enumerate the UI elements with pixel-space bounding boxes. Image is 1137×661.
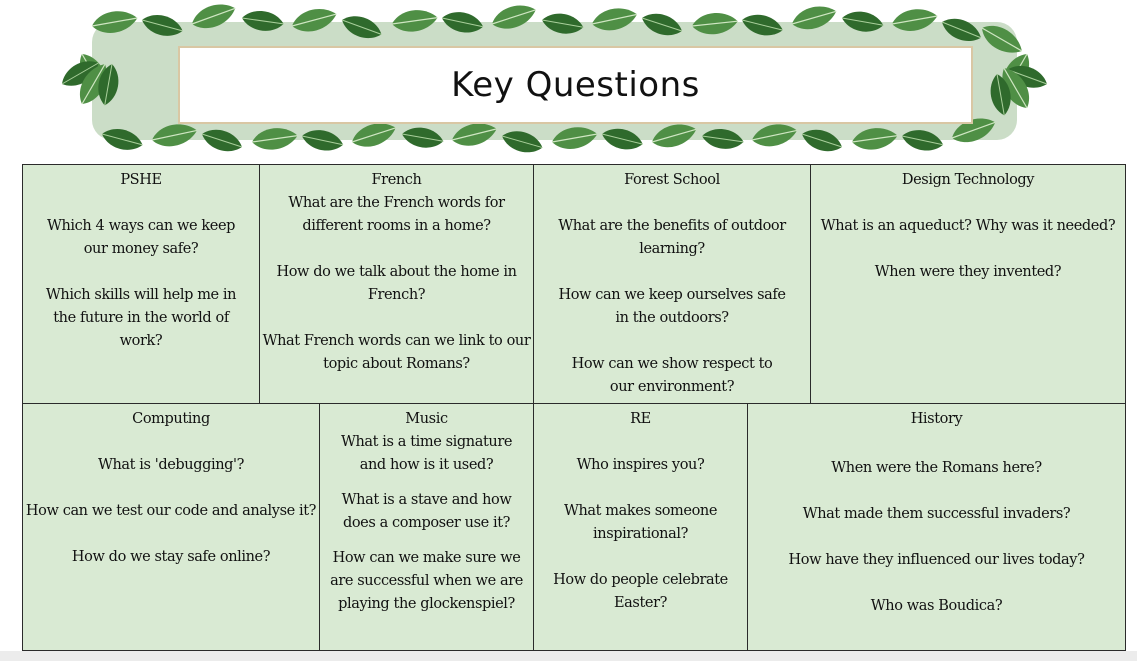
title-box [178, 46, 973, 124]
computing-cell [22, 403, 320, 651]
forest-school-question-2: How can we keep ourselves safe in the outdoors? [558, 287, 786, 326]
title-banner [52, 4, 1057, 158]
computing-question-2: How can we test our code and analyse it? [25, 503, 317, 519]
re-question-3: How do people celebrate Easter? [553, 572, 728, 611]
computing-heading: Computing [132, 411, 210, 427]
page-title: Key Questions [451, 65, 700, 105]
french-question-2: How do we talk about the home in French? [276, 264, 517, 303]
music-heading: Music [405, 411, 448, 427]
forest-school-cell [533, 164, 811, 404]
re-question-2: What makes someone inspirational? [563, 503, 718, 542]
forest-school-heading: Forest School [624, 172, 720, 188]
french-heading: French [371, 172, 422, 188]
french-cell [259, 164, 534, 404]
history-question-3: How have they influenced our lives today? [788, 552, 1085, 568]
history-cell [747, 403, 1126, 651]
design-technology-heading: Design Technology [901, 172, 1035, 188]
music-question-2: What is a stave and how does a composer use it? [341, 492, 512, 531]
re-heading: RE [630, 411, 651, 427]
pshe-question-2: Which skills will help me in the future in the world of work? [45, 287, 237, 349]
design-technology-cell [810, 164, 1126, 404]
music-question-1: What is a time signature and how is it used? [340, 434, 513, 473]
music-cell [319, 403, 534, 651]
history-question-4: Who was Boudica? [870, 598, 1003, 614]
history-question-2: What made them successful invaders? [802, 506, 1071, 522]
computing-question-1: What is 'debugging'? [97, 457, 245, 473]
pshe-heading: PSHE [120, 172, 162, 188]
design-technology-question-2: When were they invented? [874, 264, 1062, 280]
bottom-scrollbar-strip [0, 651, 1137, 661]
computing-question-3: How do we stay safe online? [71, 549, 271, 565]
history-heading: History [910, 411, 963, 427]
music-question-3: How can we make sure we are successful when we are playing the glockenspiel? [330, 550, 523, 612]
pshe-cell [22, 164, 260, 404]
forest-school-question-1: What are the benefits of outdoor learning? [558, 218, 786, 257]
re-question-1: Who inspires you? [576, 457, 705, 473]
re-cell [533, 403, 748, 651]
history-question-1: When were the Romans here? [831, 460, 1042, 476]
pshe-question-1: Which 4 ways can we keep our money safe? [46, 218, 236, 257]
french-question-3: What French words can we link to our topic about Romans? [262, 333, 531, 372]
design-technology-question-1: What is an aqueduct? Why was it needed? [820, 218, 1116, 234]
forest-school-question-3: How can we show respect to our environment? [571, 356, 773, 395]
french-question-1: What are the French words for different rooms in a home? [288, 195, 505, 234]
